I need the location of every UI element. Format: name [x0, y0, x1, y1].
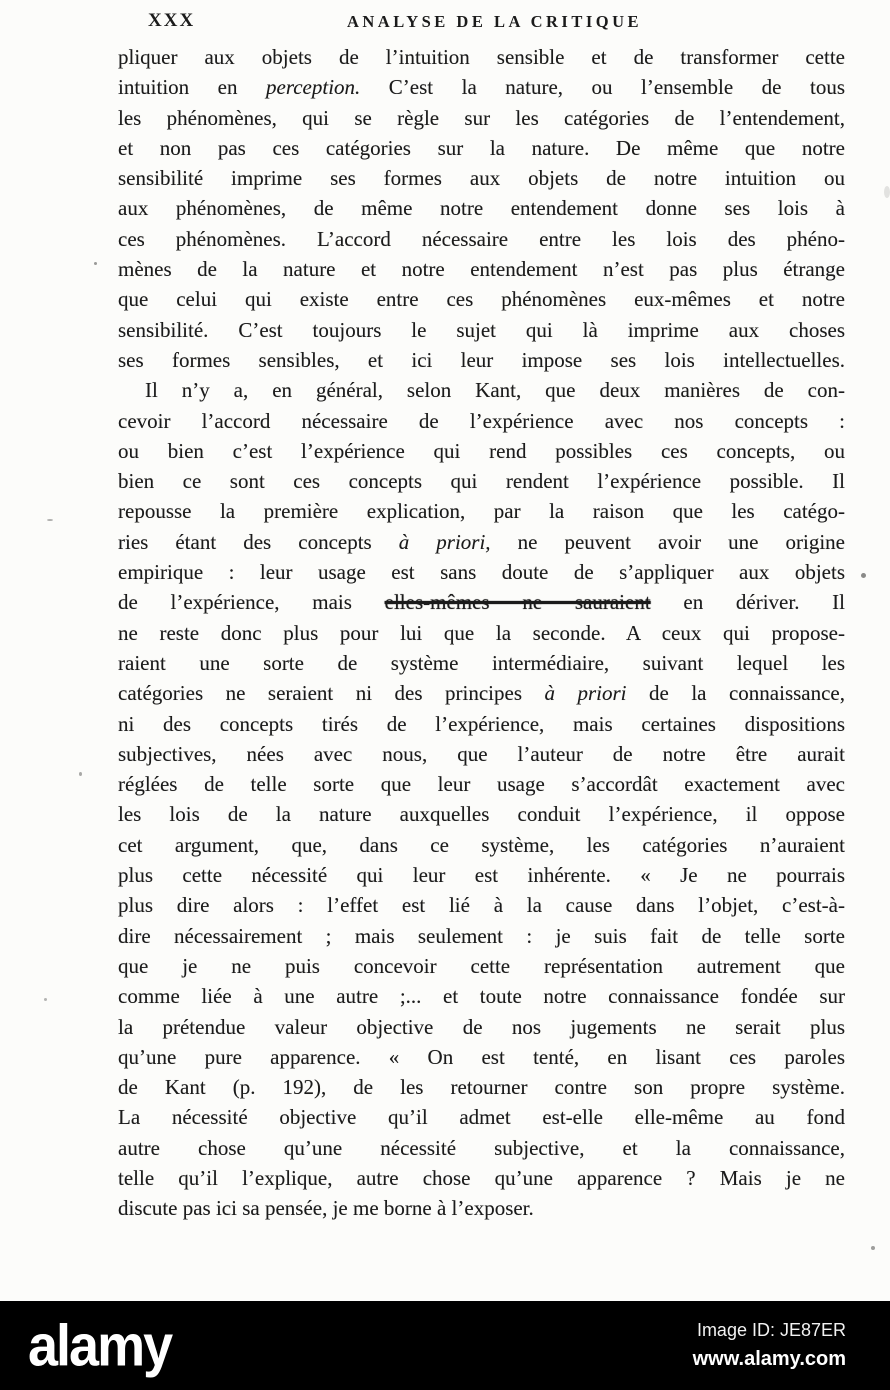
alamy-watermark-bar [0, 1301, 890, 1390]
text-segment: mènes de la nature et notre entendement n’est pas plus étrange [118, 257, 845, 282]
page-number: XXX [148, 10, 196, 31]
scan-speck [44, 998, 47, 1001]
text-line [118, 769, 845, 799]
text-line [118, 1133, 845, 1163]
text-line [118, 345, 845, 375]
text-line [118, 1163, 845, 1193]
text-line [118, 163, 845, 193]
text-segment: cet argument, que, dans ce système, les catégories n’auraient [118, 832, 845, 857]
text-segment: repousse la première explication, par la raison que les catégo- [118, 499, 845, 524]
text-line [118, 678, 845, 708]
text-segment: sensibilité imprime ses formes aux objets de notre intuition ou [118, 166, 845, 191]
text-segment: raient une sorte de système intermédiaire, suivant lequel les [118, 650, 845, 675]
paragraph [118, 42, 845, 375]
text-segment: ne peuvent avoir une origine [490, 529, 846, 554]
text-line [118, 648, 845, 678]
text-line [118, 830, 845, 860]
text-segment: ne reste donc plus pour lui que la seconde. A ceux qui propose- [118, 620, 845, 645]
watermark-info [693, 1320, 846, 1371]
text-line [118, 466, 845, 496]
text-line [118, 1072, 845, 1102]
text-segment: de la connaissance, [626, 681, 846, 706]
text-segment: C’est la nature, ou l’ensemble de tous [360, 75, 845, 100]
text-line [118, 193, 845, 223]
text-line [118, 406, 845, 436]
alamy-url: www.alamy.com [692, 1348, 846, 1370]
text-segment: que je ne puis concevoir cette représentation autrement que [118, 953, 845, 978]
text-line [118, 436, 845, 466]
page-header [118, 10, 845, 40]
text-segment: ni des concepts tirés de l’expérience, mais certaines dispositions [118, 711, 845, 736]
text-segment: ses formes sensibles, et ici leur impose ses lois intellectuelles. [118, 347, 845, 372]
text-segment: aux phénomènes, de même notre entendement donne ses lois à [118, 196, 845, 221]
scan-speck [94, 262, 97, 265]
alamy-logo: alamy [28, 1313, 172, 1378]
text-segment: pliquer aux objets de l’intuition sensible et de transformer cette [118, 45, 845, 69]
text-segment: ries étant des concepts [118, 529, 399, 554]
text-line [118, 951, 845, 981]
text-segment: autre chose qu’une nécessité subjective, et la connaissance, [118, 1135, 845, 1160]
struck-text: elles-mêmes ne sauraient [384, 590, 651, 615]
text-segment: la prétendue valeur objective de nos jugements ne serait plus [118, 1014, 845, 1039]
text-segment: subjectives, nées avec nous, que l’auteur de notre être aurait [118, 741, 845, 766]
text-segment: discute pas ici sa pensée, je me borne à l’exposer. [118, 1196, 534, 1221]
text-line [118, 375, 845, 405]
text-segment: en dériver. Il [650, 590, 846, 615]
text-line [118, 618, 845, 648]
text-line [118, 1193, 845, 1223]
text-line [118, 103, 845, 133]
text-line [118, 224, 845, 254]
text-segment: les phénomènes, qui se règle sur les catégories de l’entendement, [118, 105, 845, 130]
italic-text: perception. [266, 75, 361, 100]
scan-speck [79, 772, 82, 776]
text-segment: ces phénomènes. L’accord nécessaire entre les lois des phéno- [118, 226, 845, 251]
text-line [118, 587, 845, 617]
text-line [118, 557, 845, 587]
text-segment: plus dire alors : l’effet est lié à la cause dans l’objet, c’est-à- [118, 893, 845, 918]
text-segment: Il n’y a, en général, selon Kant, que deux manières de con- [145, 378, 845, 403]
body-text [118, 42, 845, 1224]
text-segment: que celui qui existe entre ces phénomènes eux-mêmes et notre [118, 287, 845, 312]
text-segment: sensibilité. C’est toujours le sujet qui là imprime aux choses [118, 317, 845, 342]
scan-speck [47, 519, 53, 521]
italic-text: à priori, [398, 529, 491, 554]
text-line [118, 72, 845, 102]
text-segment: ou bien c’est l’expérience qui rend possibles ces concepts, ou [118, 438, 845, 463]
text-line [118, 133, 845, 163]
text-segment: qu’une pure apparence. « On est tenté, en lisant ces paroles [118, 1044, 845, 1069]
running-title: ANALYSE DE LA CRITIQUE [346, 12, 643, 31]
text-segment: comme liée à une autre ;... et toute notre connaissance fondée sur [118, 984, 845, 1009]
text-segment: de l’expérience, mais [118, 590, 385, 615]
text-segment: cevoir l’accord nécessaire de l’expérience avec nos concepts : [118, 408, 845, 433]
image-id: Image ID: JE87ER [696, 1320, 846, 1340]
text-line [118, 254, 845, 284]
text-line [118, 1102, 845, 1132]
text-line [118, 709, 845, 739]
text-line [118, 527, 845, 557]
text-segment: intuition en [118, 75, 267, 100]
text-segment: réglées de telle sorte que leur usage s’accordât exactement avec [118, 772, 845, 797]
paragraph [118, 375, 845, 1223]
text-line [118, 496, 845, 526]
scan-speck [861, 573, 866, 578]
text-line [118, 739, 845, 769]
text-line [118, 921, 845, 951]
text-line [118, 42, 845, 72]
text-line [118, 1042, 845, 1072]
text-segment: telle qu’il l’explique, autre chose qu’une apparence ? Mais je ne [118, 1165, 845, 1190]
text-segment: et non pas ces catégories sur la nature. De même que notre [118, 135, 845, 160]
text-segment: catégories ne seraient ni des principes [118, 681, 545, 706]
text-line [118, 860, 845, 890]
text-segment: de Kant (p. 192), de les retourner contre son propre système. [118, 1075, 845, 1100]
text-segment: La nécessité objective qu’il admet est-elle elle-même au fond [118, 1105, 845, 1130]
text-line [118, 890, 845, 920]
scan-speck [871, 1246, 875, 1250]
text-segment: empirique : leur usage est sans doute de s’appliquer aux objets [118, 560, 845, 585]
text-line [118, 284, 845, 314]
text-segment: bien ce sont ces concepts qui rendent l’expérience possible. Il [118, 469, 845, 494]
text-line [118, 981, 845, 1011]
text-segment: plus cette nécessité qui leur est inhérente. « Je ne pourrais [118, 863, 845, 888]
text-line [118, 799, 845, 829]
text-segment: dire nécessairement ; mais seulement : je suis fait de telle sorte [118, 923, 845, 948]
text-segment: les lois de la nature auxquelles conduit l’expérience, il oppose [118, 802, 845, 827]
text-line [118, 1012, 845, 1042]
scan-speck [884, 186, 890, 198]
text-line [118, 315, 845, 345]
italic-text: à priori [544, 681, 627, 706]
